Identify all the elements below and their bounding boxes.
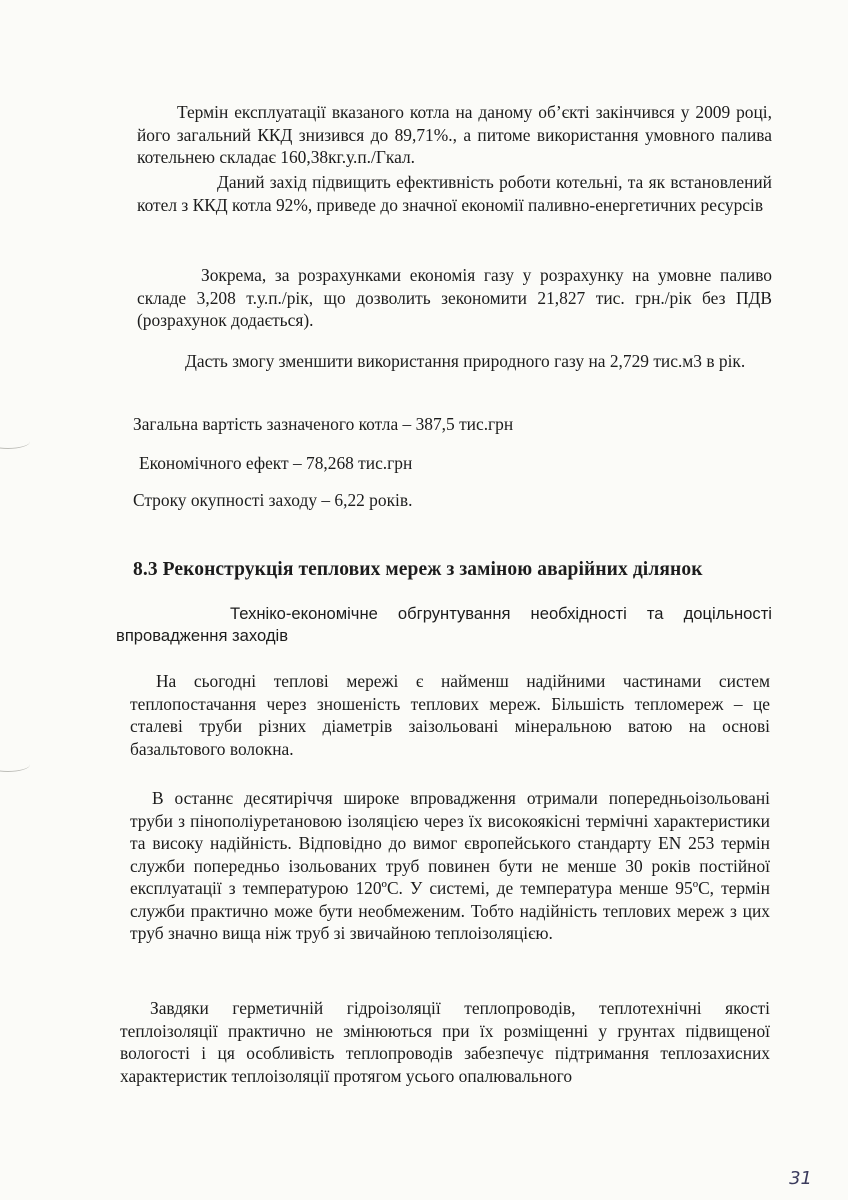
paragraph-gas-reduction: Дасть змогу зменшити використання природного газу на 2,729 тис.м3 в рік.: [185, 351, 746, 371]
section-heading: 8.3 Реконструкція теплових мереж з заміною аварійних ділянок: [133, 559, 703, 580]
paragraph-gas-savings: Зокрема, за розрахунками економія газу у розрахунку на умовне паливо складе 3,208 т.у.п./рік, що дозволить зекономити 21,827 тис. грн./рік без ПДВ (розрахунок додається).: [137, 265, 772, 330]
paragraph-efficiency-measure: Даний захід підвищить ефективність роботи котельні, та як встановлений котел з ККД котла 92%, приведе до значної економії паливно-енергетичних ресурсів: [137, 172, 772, 215]
punch-hole-mark: [0, 434, 30, 449]
payback-period-line: Строку окупності заходу – 6,22 років.: [133, 490, 413, 510]
paragraph-preinsulated-pipes: В останнє десятиріччя широке впровадження отримали попередньоізольовані труби з пінополіуретановою ізоляцією через їх високоякісні термічні характеристики та високу надійність. Відповідно до вимог європейського стандарту EN 253 термін служби попередньо ізольованих труб повинен бути не менше 30 років постійної експлуатації з температурою 120ºС. У системі, де температура менше 95ºС, термін служби практично може бути необмеженим. Тобто надійність теплових мереж з цих труб значно вища ніж труб зі звичайною теплоізоляцією.: [130, 788, 770, 943]
section-subheading: Техніко-економічне обгрунтування необхідності та доцільності впровадження заходів: [116, 604, 772, 645]
paragraph-network-condition: На сьогодні теплові мережі є найменш надійними частинами систем теплопостачання через зношеність теплових мереж. Більшість тепломереж – це сталеві труби різних діаметрів заізольовані мінеральною ватою на основі базальтового волокна.: [130, 671, 770, 759]
paragraph-waterproofing: Завдяки герметичній гідроізоляції теплопроводів, теплотехнічні якості теплоізоляції практично не змінюються при їх розміщенні у грунтах підвищеної вологості і ця особливість теплопроводів забезпечує підтримання теплозахисних характеристик теплоізоляції протягом усього опалювального: [120, 998, 770, 1086]
page-number: 31: [789, 1168, 812, 1189]
paragraph-boiler-lifetime: Термін експлуатації вказаного котла на даному об’єкті закінчився у 2009 році, його загальний ККД знизився до 89,71%., а питоме використання умовного палива котельнею складає 160,38кг.у.п./Гкал.: [137, 102, 772, 167]
boiler-cost-line: Загальна вартість зазначеного котла – 387,5 тис.грн: [133, 414, 514, 434]
punch-hole-mark: [0, 757, 30, 772]
economic-effect-line: Економічного ефект – 78,268 тис.грн: [139, 453, 413, 473]
